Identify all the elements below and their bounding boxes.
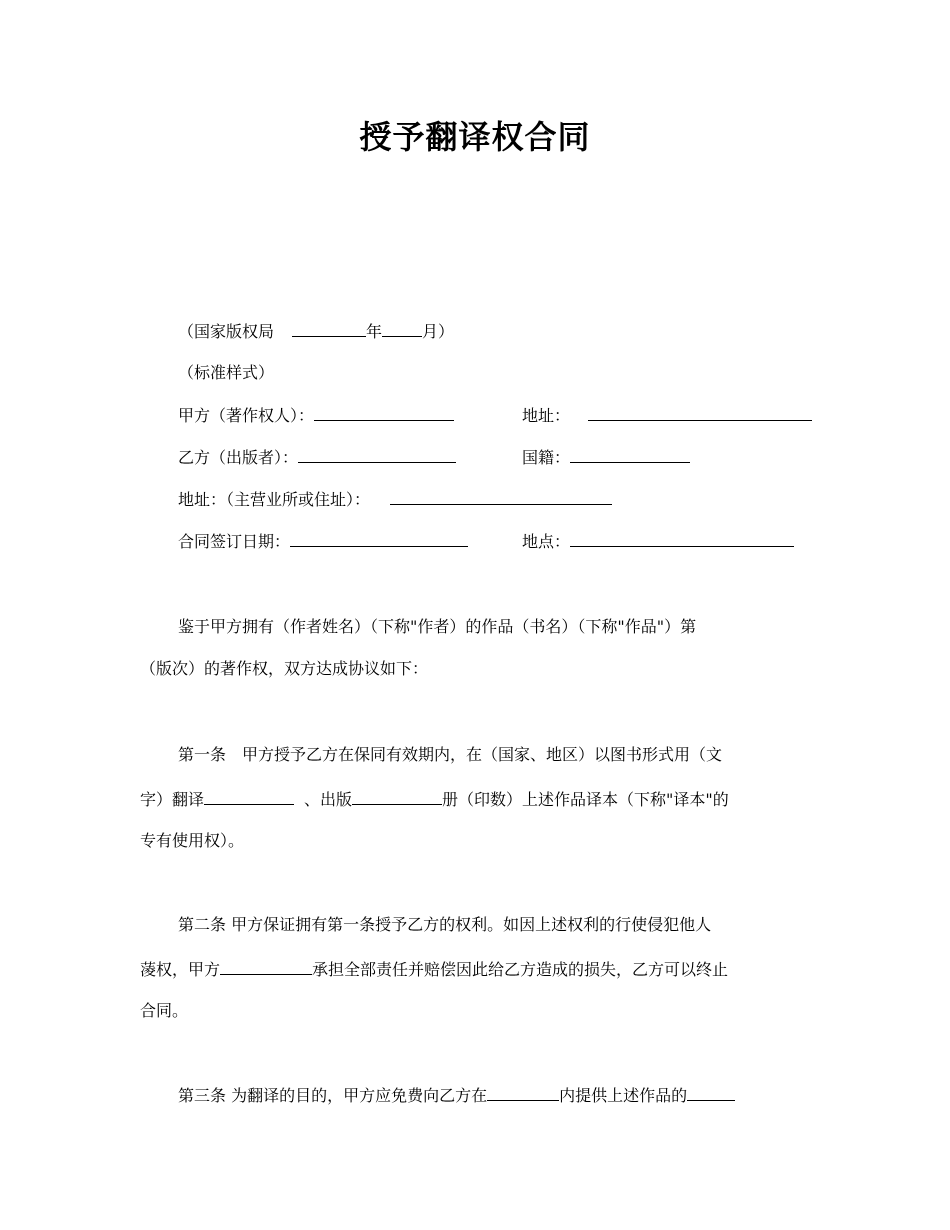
address-row-1 bbox=[522, 404, 812, 427]
article-1-text-a: 字）翻译 bbox=[140, 790, 205, 809]
sign-date-field[interactable] bbox=[290, 530, 468, 547]
address-label-2: 地址：（主营业所或住址）： bbox=[178, 490, 371, 509]
article-1-text-b: 、出版 bbox=[304, 790, 353, 809]
address-label-1: 地址： bbox=[522, 406, 571, 425]
style-note: （标准样式） bbox=[178, 363, 275, 382]
issuer-text: （国家版权局 bbox=[178, 322, 275, 341]
article-1-line-2 bbox=[140, 788, 729, 811]
party-a-row bbox=[178, 404, 454, 427]
place-row bbox=[522, 530, 794, 553]
article-2-line-3: 合同。 bbox=[140, 1001, 189, 1020]
party-b-label: 乙方（出版者）： bbox=[178, 448, 299, 467]
article-1-line-1: 第一条 甲方授予乙方在保同有效期内，在（国家、地区）以图书形式用（文 bbox=[178, 745, 723, 764]
address-row-2 bbox=[178, 488, 612, 511]
party-a-label: 甲方（著作权人）： bbox=[178, 406, 315, 425]
month-blank[interactable] bbox=[382, 320, 422, 337]
nationality-field[interactable] bbox=[570, 446, 690, 463]
preamble-line-1: 鉴于甲方拥有（作者姓名）（下称"作者）的作品（书名）（下称"作品"）第 bbox=[178, 617, 697, 636]
party-b-field[interactable] bbox=[298, 446, 456, 463]
article-3-text-a: 第三条 为翻译的目的，甲方应免费向乙方在 bbox=[178, 1086, 488, 1105]
nationality-label: 国籍： bbox=[522, 448, 571, 467]
translate-blank[interactable] bbox=[204, 788, 294, 805]
period-blank[interactable] bbox=[487, 1084, 559, 1101]
article-2-line-1: 第二条 甲方保证拥有第一条授予乙方的权利。如因上述权利的行使侵犯他人 bbox=[178, 915, 712, 934]
nationality-row bbox=[522, 446, 690, 469]
article-1-line-3: 专有使用权）。 bbox=[140, 831, 245, 850]
document-title: 授予翻译权合同 bbox=[359, 118, 591, 156]
print-run-blank[interactable] bbox=[352, 788, 442, 805]
sign-date-row bbox=[178, 530, 468, 553]
liability-blank[interactable] bbox=[220, 958, 312, 975]
article-2-text-a: 蓤权，甲方 bbox=[140, 960, 221, 979]
article-2-line-2 bbox=[140, 958, 728, 981]
article-3-text-b: 内提供上述作品的 bbox=[559, 1086, 688, 1105]
party-a-field[interactable] bbox=[314, 404, 454, 421]
address-field-2[interactable] bbox=[390, 488, 612, 505]
year-blank[interactable] bbox=[292, 320, 366, 337]
party-b-row bbox=[178, 446, 456, 469]
article-3-line-1 bbox=[178, 1084, 735, 1107]
month-label: 月） bbox=[422, 322, 455, 341]
copies-blank[interactable] bbox=[687, 1084, 735, 1101]
year-label: 年 bbox=[366, 322, 383, 341]
article-2-text-b: 承担全部责任并赔偿因此给乙方造成的损失，乙方可以终止 bbox=[312, 960, 729, 979]
article-1-text-c: 册（印数）上述作品译本（下称"译本"的 bbox=[442, 790, 729, 809]
address-field-1[interactable] bbox=[588, 404, 812, 421]
place-field[interactable] bbox=[570, 530, 794, 547]
sign-date-label: 合同签订日期： bbox=[178, 532, 291, 551]
place-label: 地点： bbox=[522, 532, 571, 551]
preamble-line-2: （版次）的著作权，双方达成协议如下： bbox=[140, 659, 429, 678]
issuer-line bbox=[178, 320, 454, 343]
